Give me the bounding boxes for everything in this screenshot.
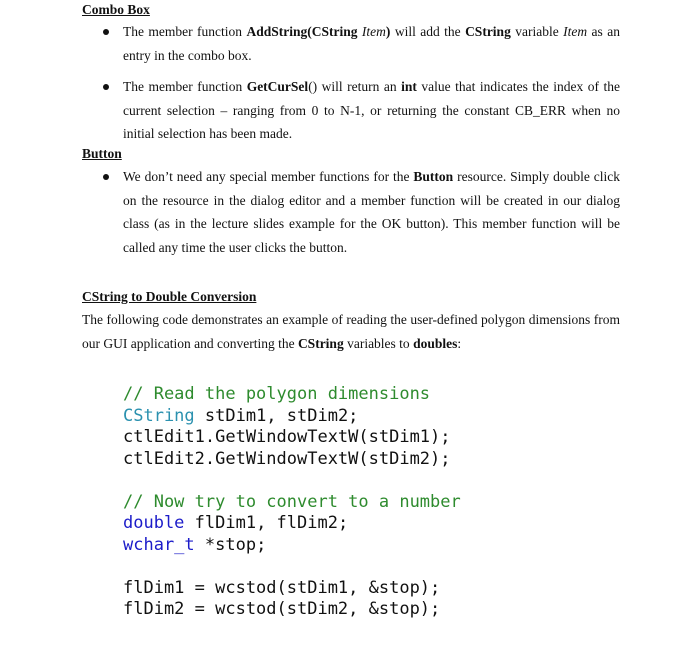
conversion-paragraph: The following code demonstrates an example of reading the user-defined polygon dimensions from our GUI application and converting the CString variables to doubles: xyxy=(82,312,620,351)
code-line: ctlEdit1.GetWindowTextW(stDim1); xyxy=(123,427,451,447)
list-item: We don’t need any special member functions for the Button resource. Simply double click on the resource in the dialog editor and a member function will be created in our dialog class (as in the lecture slides example for the OK button). This member function will be called any time the user clicks the button. xyxy=(100,165,620,259)
code-line: flDim1 = wcstod(stDim1, &stop); xyxy=(123,577,441,598)
code-line: wchar_t *stop; xyxy=(123,534,267,555)
combo-box-list xyxy=(100,20,620,154)
code-block xyxy=(123,384,461,621)
code-line: double flDim1, flDim2; xyxy=(123,513,349,533)
button-list xyxy=(100,165,620,267)
list-item: The member function AddString(CString Item) will add the CString variable Item as an entry in the combo box. xyxy=(100,20,620,67)
code-comment: // Read the polygon dimensions xyxy=(123,384,431,404)
code-line: CString stDim1, stDim2; xyxy=(123,405,359,426)
code-line: ctlEdit2.GetWindowTextW(stDim2); xyxy=(123,448,451,469)
code-comment: // Now try to convert to a number xyxy=(123,491,461,512)
list-item: The member function GetCurSel() will return an int value that indicates the index of the current selection – ranging from 0 to N-1, or returning the constant CB_ERR when no initial selection has been made. xyxy=(100,75,620,146)
combo-box-heading: Combo Box xyxy=(82,2,150,17)
code-line: flDim2 = wcstod(stDim2, &stop); xyxy=(123,599,441,619)
button-heading: Button xyxy=(82,146,122,161)
conversion-heading: CString to Double Conversion xyxy=(82,289,257,304)
